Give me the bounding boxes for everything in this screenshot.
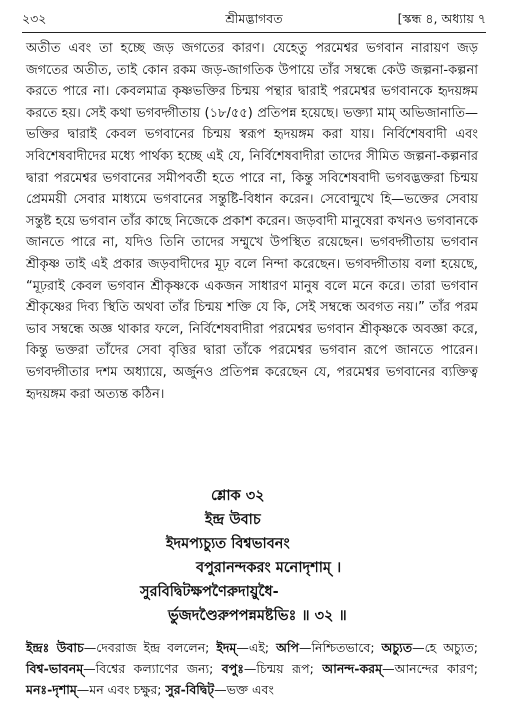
- synonym-word: মনঃ-দৃশাম্: [26, 682, 77, 697]
- synonym-meaning: দেবরাজ ইন্দ্র বললেন: [96, 640, 206, 655]
- synonym-word: ইন্দ্রঃ উবাচ: [26, 640, 84, 655]
- synonym-meaning: হে অচ্যুত: [424, 640, 474, 655]
- verse-line-4: র্ভুজদণ্ডৈরুপপন্নমষ্টভিঃ ॥ ৩২ ॥: [168, 608, 347, 624]
- synonym-meaning: চিন্ময় রূপ: [256, 661, 310, 676]
- synonym-meaning: মন এবং চক্ষুর: [89, 682, 158, 697]
- section-label: [স্কন্ধ ৪, অধ্যায় ৭: [397, 11, 486, 26]
- purport-paragraph: অতীত এবং তা হচ্ছে জড় জগতের কারণ। যেহেতু পরমেশ্বর ভগবান নারায়ণ জড় জগতের অতীত, তাই কোন রকম জড়-জাগতিক উপায়ে তাঁর সম্বন্ধে কেউ জল্পনা-কল্পনা করতে পারে না। কেবলমাত্র কৃষ্ণভক্তির চিন্ময় পন্থার দ্বারাই পরমেশ্বর ভগবানকে হৃদয়ঙ্গম করতে হয়। সেই কথা ভগবদ্গীতায় (১৮/৫৫) প্রতিপন্ন হয়েছে। ভক্ত্যা মাম্ অভিজানাতি—ভক্তির দ্বারাই কেবল ভগবানের চিন্ময় স্বরূপ হৃদয়ঙ্গম করা যায়। নির্বিশেষবাদী এবং সবিশেষবাদীদের মধ্যে পার্থক্য হচ্ছে এই যে, নির্বিশেষবাদীরা তাদের সীমিত জল্পনা-কল্পনার দ্বারা পরমেশ্বর ভগবানের সমীপবর্তী হতে পারে না, কিন্তু সবিশেষবাদী ভগবদ্ভক্তরা চিন্ময় প্রেমময়ী সেবার মাধ্যমে ভগবানের সন্তুষ্টি-বিধান করেন। সেবোন্মুখে হি—ভক্তের সেবায় সন্তুষ্ট হয়ে ভগবান তাঁর কাছে নিজেকে প্রকাশ করেন। জড়বাদী মানুষেরা কখনও ভগবানকে জানতে পারে না, যদিও তিনি তাদের সম্মুখে উপস্থিত রয়েছেন। ভগবদ্গীতায় ভগবান শ্রীকৃষ্ণ তাই এই প্রকার জড়বাদীদের মূঢ় বলে নিন্দা করেছেন। ভগবদ্গীতায় বলা হয়েছে, “মূঢ়রাই কেবল ভগবান শ্রীকৃষ্ণকে একজন সাধারণ মানুষ বলে মনে করে। তারা ভগবান শ্রীকৃষ্ণের দিব্য স্থিতি অথবা তাঁর চিন্ময় শক্তি যে কি, সেই সম্বন্ধে অবগত নয়।” তাঁর পরম ভাব সম্বন্ধে অজ্ঞ থাকার ফলে, নির্বিশেষবাদীরা পরমেশ্বর ভগবান শ্রীকৃষ্ণকে অবজ্ঞা করে, কিন্তু ভক্তরা তাঁদের সেবা বৃত্তির দ্বারা তাঁকে পরমেশ্বর ভগবান রূপে জানতে পারেন। ভগবদ্গীতার দশম অধ্যায়ে, অর্জুনও প্রতিপন্ন করেছেন যে, পরমেশ্বর ভগবানের ব্যক্তিত্ব হৃদয়ঙ্গম করা অত্যন্ত কঠিন।: [26, 41, 478, 402]
- book-title: শ্রীমদ্ভাগবত: [225, 11, 283, 26]
- synonym-meaning: বিশ্বের কল্যাণের জন্য: [95, 661, 210, 676]
- page-number: ২৩২: [22, 11, 47, 26]
- synonym-meaning: আনন্দের কারণ: [394, 661, 474, 676]
- synonyms-paragraph: ইন্দ্রঃ উবাচ—দেবরাজ ইন্দ্র বললেন; ইদম্—এই; অপি—নিশ্চিতভাবে; অচ্যুত—হে অচ্যুত; বিশ্ব-ভাবনম্—বিশ্বের কল্যাণের জন্য; বপুঃ—চিন্ময় রূপ; আনন্দ-করম্—আনন্দের কারণ; মনঃ-দৃশাম্—মন এবং চক্ষুর; সুর-বিদ্বিট্—ভক্ত এবং: [26, 640, 479, 697]
- synonym-word: বিশ্ব-ভাবনম্: [26, 661, 84, 676]
- header-rule: [22, 32, 486, 33]
- synonym-word: অপি: [276, 640, 299, 655]
- verse-speaker: ইন্দ্র উবাচ: [205, 512, 261, 528]
- synonym-meaning: ভক্ত এবং: [226, 682, 274, 697]
- verse-line-1: ইদমপ্যচ্যুত বিশ্বভাবনং: [166, 536, 290, 552]
- synonym-word: অচ্যুত: [381, 640, 413, 655]
- synonym-meaning: নিশ্চিতভাবে: [311, 640, 371, 655]
- page-header: [22, 8, 486, 30]
- verse-line-2: বপুরানন্দকরং মনোদৃশাম্ ।: [196, 560, 342, 576]
- synonym-meaning: এই: [248, 640, 265, 655]
- verse-line-3: সুরবিদ্বিটক্ষপণৈরুদায়ুধৈ-: [140, 584, 279, 600]
- verse-label: শ্লোক ৩২: [211, 488, 265, 504]
- synonym-word: সুর-বিদ্বিট্: [165, 682, 215, 697]
- purport-text: [26, 38, 478, 405]
- synonym-word: আনন্দ-করম্: [322, 661, 383, 676]
- synonym-word: বপুঃ: [221, 661, 244, 676]
- synonym-word: ইদম্: [216, 640, 237, 655]
- synonyms-block: [26, 637, 478, 700]
